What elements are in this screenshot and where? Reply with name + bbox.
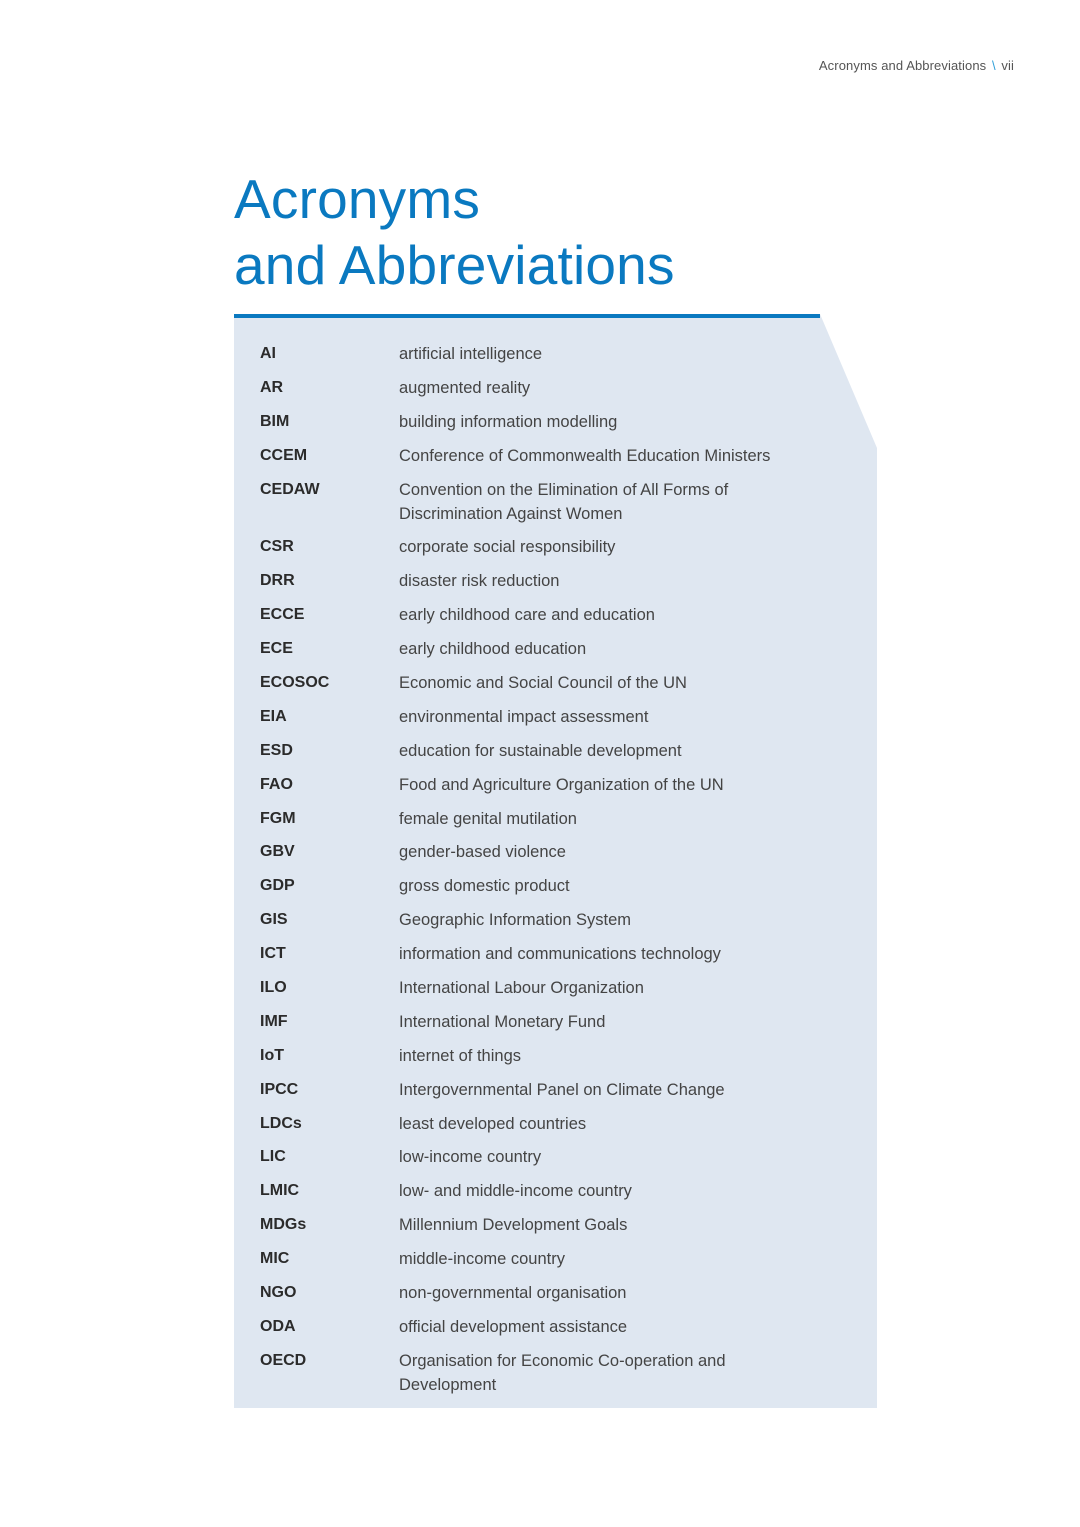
acronym-row bbox=[260, 1213, 860, 1237]
acronym-definition: Convention on the Elimination of All Forms of Discrimination Against Women bbox=[399, 480, 729, 523]
panel-top-rule bbox=[234, 314, 820, 318]
acronym-row bbox=[260, 1281, 860, 1305]
acronym-row bbox=[260, 739, 860, 763]
acronym-definition: Millennium Development Goals bbox=[399, 1216, 628, 1235]
acronym-term: GBV bbox=[260, 843, 295, 861]
acronym-row bbox=[260, 1247, 860, 1271]
page-title bbox=[234, 166, 675, 298]
acronym-row bbox=[260, 1145, 860, 1169]
acronym-row bbox=[260, 705, 860, 729]
acronym-definition: official development assistance bbox=[399, 1317, 628, 1336]
acronym-definition: non-governmental organisation bbox=[399, 1284, 627, 1303]
acronym-term: LDCs bbox=[260, 1114, 302, 1132]
acronym-term: IMF bbox=[260, 1012, 288, 1030]
acronym-term: DRR bbox=[260, 572, 295, 590]
acronym-row bbox=[260, 376, 860, 400]
acronym-definition: early childhood care and education bbox=[399, 606, 655, 625]
acronym-term: FGM bbox=[260, 809, 296, 827]
acronym-definition: corporate social responsibility bbox=[399, 538, 616, 557]
acronym-term: ECCE bbox=[260, 606, 305, 624]
acronym-definition: Conference of Commonwealth Education Ministers bbox=[399, 446, 771, 465]
acronym-definition: Food and Agriculture Organization of the UN bbox=[399, 775, 724, 794]
acronym-definition: Intergovernmental Panel on Climate Change bbox=[399, 1080, 725, 1099]
acronym-term: MDGs bbox=[260, 1216, 307, 1234]
acronym-row bbox=[260, 444, 860, 468]
running-header bbox=[819, 58, 1014, 73]
acronym-term: FAO bbox=[260, 775, 293, 793]
acronym-row bbox=[260, 342, 860, 366]
acronym-term: BIM bbox=[260, 412, 290, 430]
acronym-definition: least developed countries bbox=[399, 1114, 587, 1133]
acronym-term: ESD bbox=[260, 741, 293, 759]
acronym-row bbox=[260, 1315, 860, 1339]
acronym-term: ECOSOC bbox=[260, 674, 330, 692]
acronym-term: GIS bbox=[260, 911, 288, 929]
acronym-term: ICT bbox=[260, 945, 286, 963]
acronym-definition: education for sustainable development bbox=[399, 741, 682, 760]
acronym-row bbox=[260, 1078, 860, 1102]
page-title-line-2: and Abbreviations bbox=[234, 234, 675, 296]
running-header-section: Acronyms and Abbreviations bbox=[818, 58, 987, 73]
acronym-definition: female genital mutilation bbox=[399, 809, 577, 828]
acronym-row bbox=[260, 908, 860, 932]
acronym-definition: augmented reality bbox=[399, 378, 531, 397]
acronym-term: OECD bbox=[260, 1351, 307, 1369]
acronym-row bbox=[260, 807, 860, 831]
acronym-list bbox=[260, 342, 860, 1407]
acronym-definition: disaster risk reduction bbox=[399, 572, 560, 591]
acronym-row bbox=[260, 1044, 860, 1068]
acronym-term: MIC bbox=[260, 1250, 290, 1268]
acronym-definition: Geographic Information System bbox=[399, 911, 632, 930]
acronym-row bbox=[260, 535, 860, 559]
acronym-definition: gender-based violence bbox=[399, 843, 566, 862]
acronym-term: LMIC bbox=[260, 1182, 300, 1200]
acronym-definition: low-income country bbox=[399, 1148, 542, 1167]
acronym-definition: early childhood education bbox=[399, 640, 587, 659]
acronym-definition: middle-income country bbox=[399, 1250, 565, 1269]
acronym-term: CCEM bbox=[260, 446, 308, 464]
acronym-term: ECE bbox=[260, 640, 293, 658]
acronym-definition: building information modelling bbox=[399, 412, 618, 431]
acronym-term: ILO bbox=[260, 979, 287, 997]
acronym-row bbox=[260, 1010, 860, 1034]
acronym-row bbox=[260, 840, 860, 864]
acronym-term: LIC bbox=[260, 1148, 286, 1166]
acronym-term: NGO bbox=[260, 1284, 297, 1302]
acronym-row bbox=[260, 1112, 860, 1136]
acronym-definition: gross domestic product bbox=[399, 877, 570, 896]
acronym-row bbox=[260, 976, 860, 1000]
acronym-row bbox=[260, 1179, 860, 1203]
running-header-separator: \ bbox=[991, 58, 996, 73]
acronym-row bbox=[260, 942, 860, 966]
acronym-row bbox=[260, 603, 860, 627]
acronym-term: CSR bbox=[260, 538, 294, 556]
acronym-term: CEDAW bbox=[260, 480, 320, 498]
page-number: vii bbox=[1001, 58, 1014, 73]
page-title-line-1: Acronyms bbox=[234, 168, 481, 230]
acronym-row bbox=[260, 637, 860, 661]
acronym-definition: environmental impact assessment bbox=[399, 707, 649, 726]
acronym-row bbox=[260, 874, 860, 898]
acronym-definition: artificial intelligence bbox=[399, 345, 543, 363]
acronym-row bbox=[260, 569, 860, 593]
acronym-row bbox=[260, 671, 860, 695]
acronym-definition: International Monetary Fund bbox=[399, 1012, 606, 1031]
acronym-definition: internet of things bbox=[399, 1046, 521, 1065]
acronym-definition: International Labour Organization bbox=[399, 979, 644, 998]
acronym-row bbox=[260, 1349, 860, 1397]
acronym-term: AI bbox=[260, 345, 276, 362]
acronym-definition: information and communications technology bbox=[399, 945, 721, 964]
acronym-term: IPCC bbox=[260, 1080, 299, 1098]
acronym-definition: Economic and Social Council of the UN bbox=[399, 674, 687, 693]
acronym-definition: Organisation for Economic Co-operation and Development bbox=[399, 1351, 726, 1394]
acronym-term: EIA bbox=[260, 707, 287, 725]
acronym-definition: low- and middle-income country bbox=[399, 1182, 632, 1201]
acronym-term: ODA bbox=[260, 1317, 296, 1335]
acronym-term: IoT bbox=[260, 1046, 284, 1064]
acronym-row bbox=[260, 478, 860, 526]
acronym-row bbox=[260, 773, 860, 797]
acronym-row bbox=[260, 410, 860, 434]
acronym-term: GDP bbox=[260, 877, 295, 895]
acronym-term: AR bbox=[260, 378, 284, 396]
